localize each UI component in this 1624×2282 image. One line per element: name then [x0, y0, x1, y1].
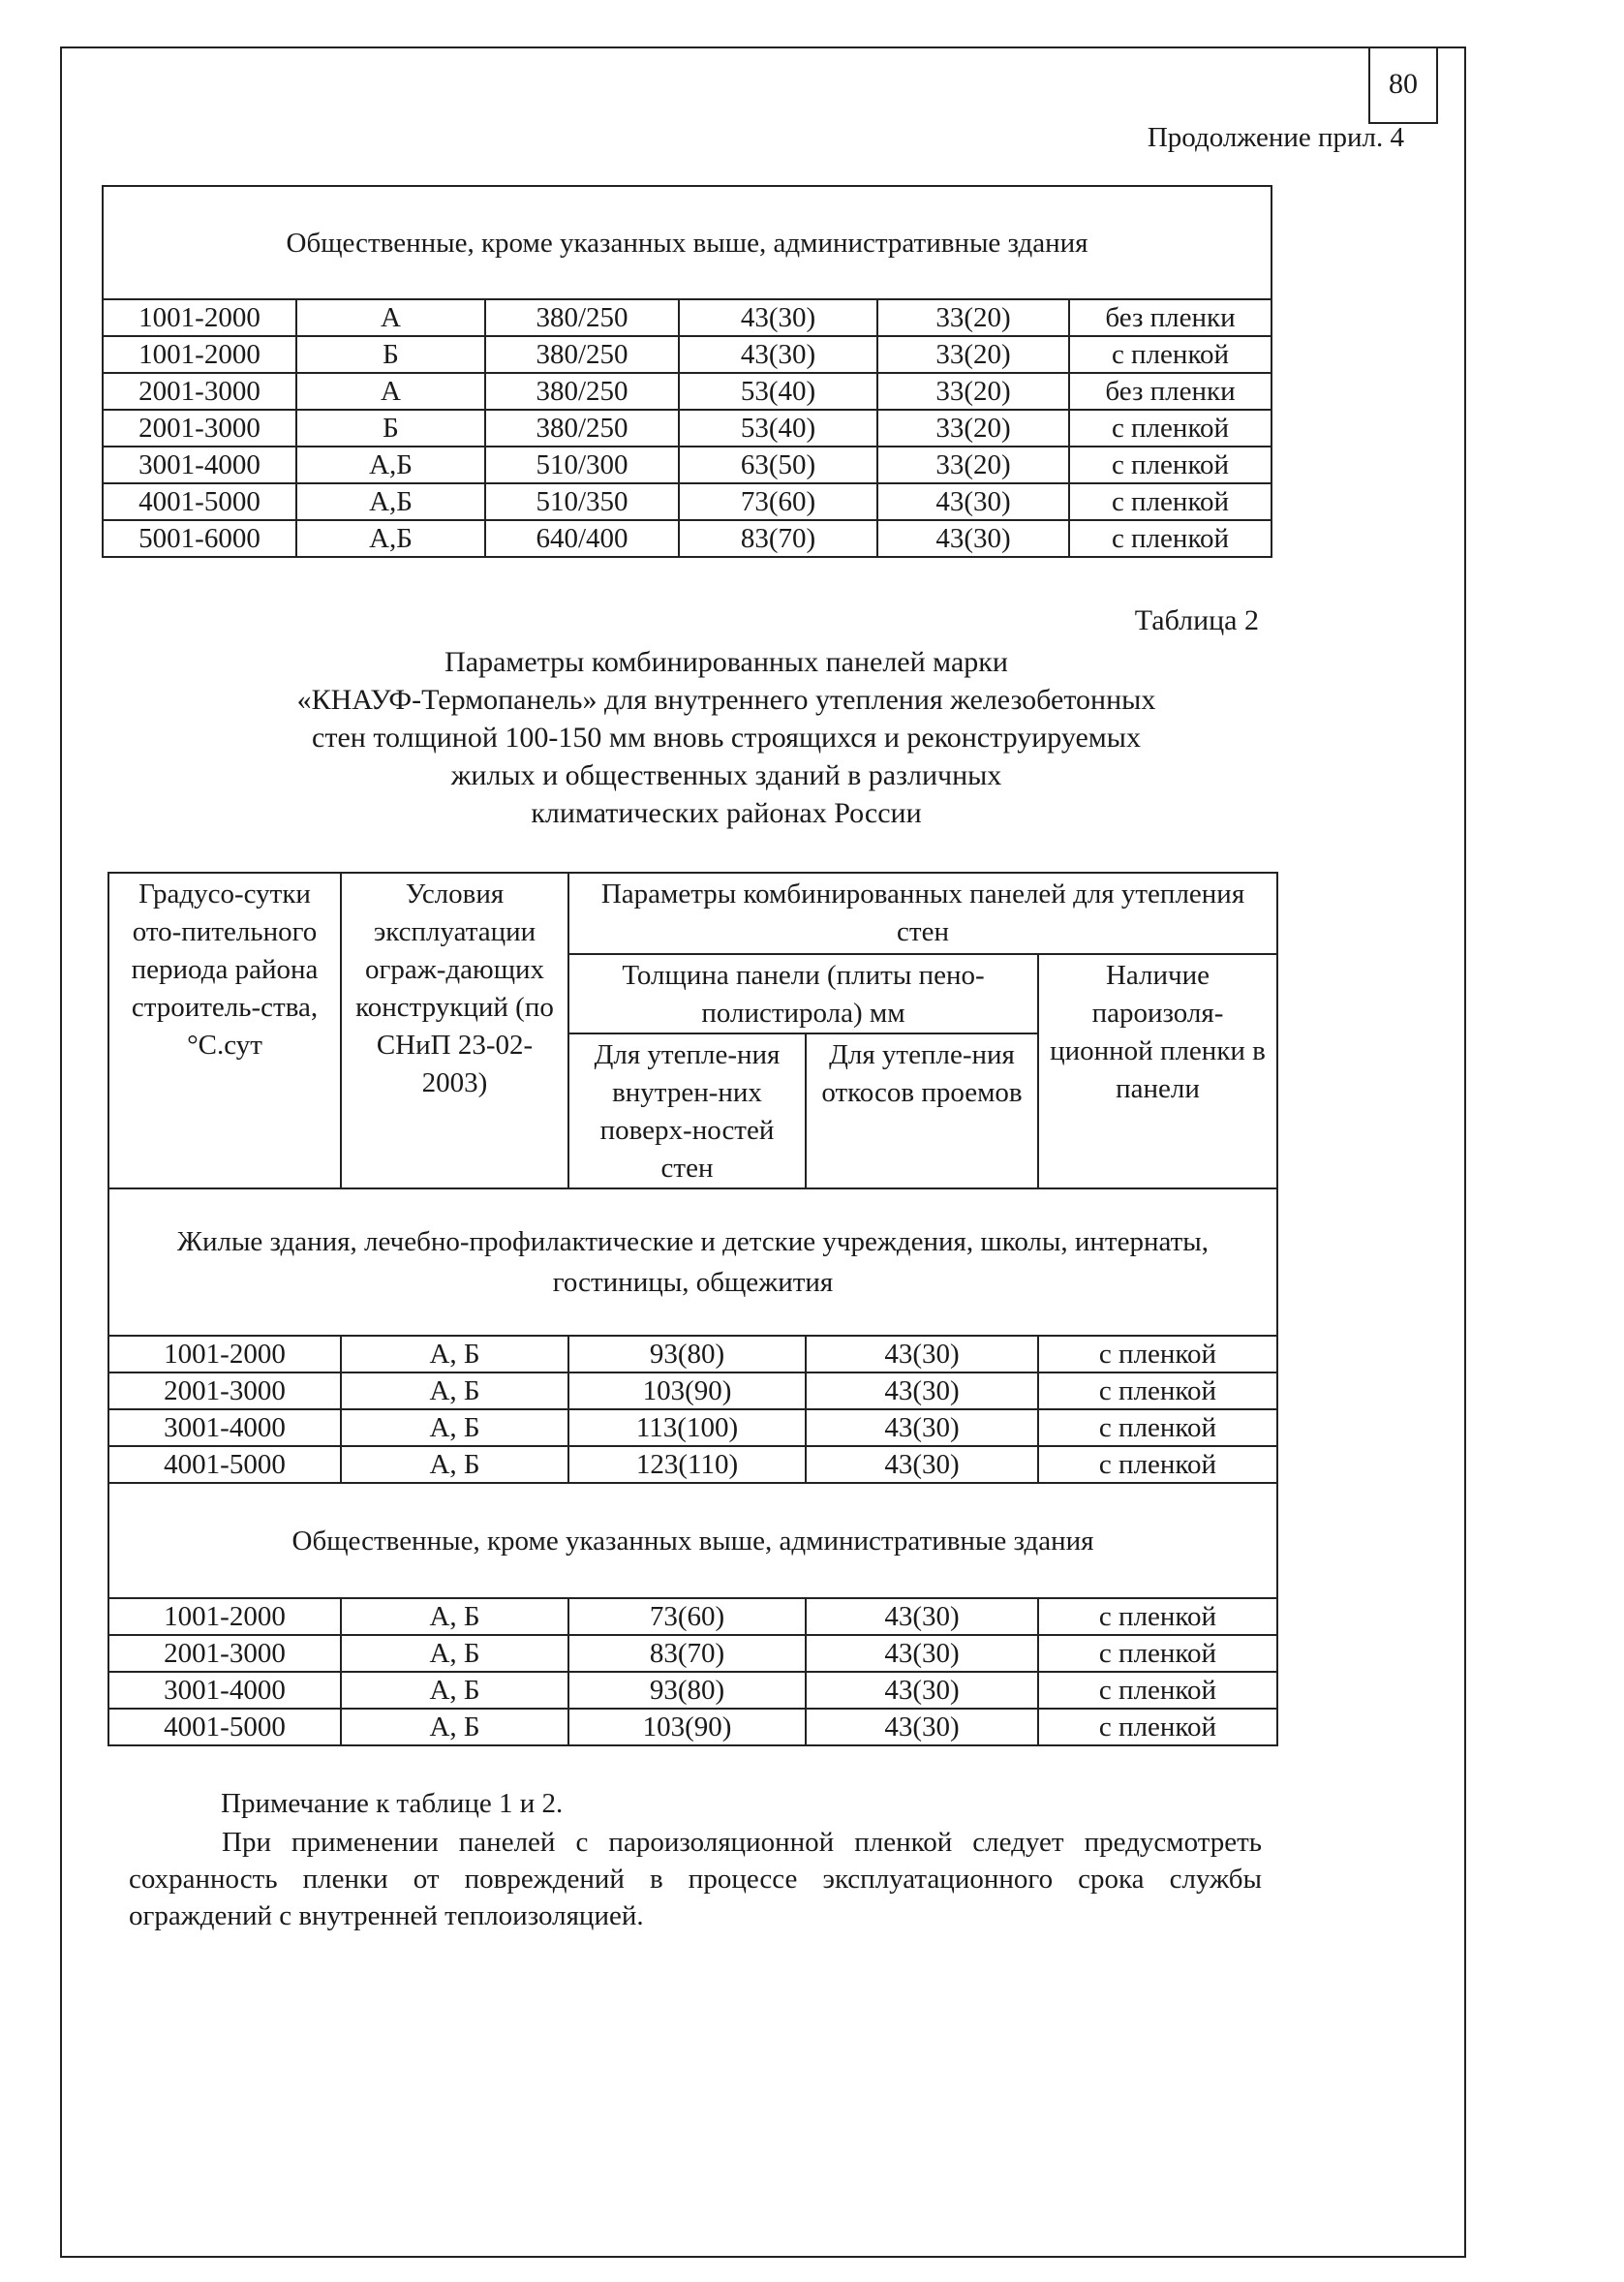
- table-2-section-row: [108, 1483, 1277, 1598]
- table-cell: 4001-5000: [108, 1446, 341, 1483]
- table-2-label: Таблица 2: [1134, 604, 1259, 636]
- table-cell: 73(60): [568, 1598, 806, 1635]
- table-cell: 43(30): [806, 1672, 1038, 1709]
- table-cell: 33(20): [877, 410, 1069, 447]
- table-cell: 380/250: [485, 410, 679, 447]
- table-2-title: [145, 643, 1307, 832]
- table-cell: А, Б: [341, 1409, 568, 1446]
- table-row: [108, 1336, 1277, 1372]
- table-row: [103, 520, 1272, 557]
- table-cell: 93(80): [568, 1672, 806, 1709]
- table-cell: 83(70): [568, 1635, 806, 1672]
- table-cell: 103(90): [568, 1372, 806, 1409]
- table-row: [108, 1598, 1277, 1635]
- header-thickness: Толщина панели (плиты пено-полистирола) мм: [568, 954, 1038, 1033]
- header-vapor-barrier: Наличие пароизоля-ционной пленки в панели: [1038, 954, 1277, 1188]
- table-cell: 103(90): [568, 1709, 806, 1745]
- table-cell: 43(30): [877, 483, 1069, 520]
- page-number: 80: [1368, 46, 1438, 124]
- table-cell: 640/400: [485, 520, 679, 557]
- table-cell: 43(30): [806, 1598, 1038, 1635]
- table-2-title-line: «КНАУФ-Термопанель» для внутреннего утепления железобетонных: [296, 684, 1156, 716]
- table-cell: с пленкой: [1038, 1709, 1277, 1745]
- table-row: [108, 1635, 1277, 1672]
- table-cell: 43(30): [806, 1336, 1038, 1372]
- table-cell: 33(20): [877, 299, 1069, 336]
- table-cell: 73(60): [679, 483, 877, 520]
- table-cell: 43(30): [679, 336, 877, 373]
- table-cell: с пленкой: [1038, 1336, 1277, 1372]
- table-cell: А, Б: [341, 1598, 568, 1635]
- table-cell: 3001-4000: [103, 447, 296, 483]
- table-row: [108, 1446, 1277, 1483]
- table-row: [108, 1409, 1277, 1446]
- table-cell: без пленки: [1069, 373, 1272, 410]
- table-cell: 53(40): [679, 373, 877, 410]
- table-1-section-row: [103, 186, 1272, 299]
- table-cell: с пленкой: [1038, 1598, 1277, 1635]
- table-cell: 53(40): [679, 410, 877, 447]
- table-cell: А, Б: [341, 1372, 568, 1409]
- table-cell: А, Б: [341, 1336, 568, 1372]
- table-cell: А,Б: [296, 520, 485, 557]
- table-cell: с пленкой: [1038, 1635, 1277, 1672]
- table-cell: с пленкой: [1069, 520, 1272, 557]
- table-cell: с пленкой: [1038, 1372, 1277, 1409]
- table-cell: без пленки: [1069, 299, 1272, 336]
- table-cell: с пленкой: [1038, 1672, 1277, 1709]
- table-cell: 4001-5000: [108, 1709, 341, 1745]
- table-cell: с пленкой: [1038, 1446, 1277, 1483]
- table-cell: 43(30): [806, 1446, 1038, 1483]
- table-cell: 3001-4000: [108, 1409, 341, 1446]
- table-2-section-row: [108, 1188, 1277, 1336]
- note-title: Примечание к таблице 1 и 2.: [221, 1788, 564, 1819]
- header-conditions: Условия эксплуатации ограж-дающих конструкций (по СНиП 23-02-2003): [341, 873, 568, 1188]
- table-cell: А, Б: [341, 1709, 568, 1745]
- table-cell: А: [296, 299, 485, 336]
- table-row: [103, 483, 1272, 520]
- table-cell: 33(20): [877, 336, 1069, 373]
- table-cell: 380/250: [485, 299, 679, 336]
- table-cell: 2001-3000: [108, 1372, 341, 1409]
- table-cell: 123(110): [568, 1446, 806, 1483]
- table-cell: 113(100): [568, 1409, 806, 1446]
- table-row: [108, 1372, 1277, 1409]
- table-cell: А, Б: [341, 1446, 568, 1483]
- table-cell: А,Б: [296, 483, 485, 520]
- table-row: [108, 1709, 1277, 1745]
- table-cell: с пленкой: [1069, 447, 1272, 483]
- table-cell: 2001-3000: [103, 373, 296, 410]
- table-1: [102, 185, 1272, 558]
- table-cell: 510/300: [485, 447, 679, 483]
- table-cell: 1001-2000: [103, 299, 296, 336]
- table-cell: 380/250: [485, 336, 679, 373]
- table-cell: 43(30): [679, 299, 877, 336]
- table-cell: 1001-2000: [108, 1598, 341, 1635]
- header-degree-days: Градусо-сутки ото-пительного периода района строитель-ства, °С.сут: [108, 873, 341, 1188]
- table-row: [103, 299, 1272, 336]
- table-2-header-row: [108, 873, 1277, 954]
- table-cell: 43(30): [806, 1372, 1038, 1409]
- table-cell: 63(50): [679, 447, 877, 483]
- table-cell: 93(80): [568, 1336, 806, 1372]
- table-cell: 2001-3000: [103, 410, 296, 447]
- table-cell: 83(70): [679, 520, 877, 557]
- table-cell: Б: [296, 336, 485, 373]
- table-cell: с пленкой: [1069, 483, 1272, 520]
- table-2-title-line: стен толщиной 100-150 мм вновь строящихся и реконструируемых: [312, 722, 1141, 754]
- table-cell: А: [296, 373, 485, 410]
- table-row: [103, 373, 1272, 410]
- table-cell: 43(30): [806, 1709, 1038, 1745]
- table-2: [107, 872, 1278, 1746]
- table-cell: 5001-6000: [103, 520, 296, 557]
- table-2-title-line: жилых и общественных зданий в различных: [450, 759, 1002, 791]
- table-cell: 3001-4000: [108, 1672, 341, 1709]
- header-inner-walls: Для утепле-ния внутрен-них поверх-ностей стен: [568, 1033, 806, 1188]
- continuation-label: Продолжение прил. 4: [1147, 122, 1404, 153]
- header-panel-params: Параметры комбинированных панелей для утепления стен: [568, 873, 1277, 954]
- table-cell: 33(20): [877, 447, 1069, 483]
- table-row: [103, 447, 1272, 483]
- table-cell: 1001-2000: [103, 336, 296, 373]
- table-cell: А, Б: [341, 1672, 568, 1709]
- table-row: [103, 336, 1272, 373]
- table-2-title-line: климатических районах России: [531, 797, 922, 829]
- table-cell: 33(20): [877, 373, 1069, 410]
- table-2-title-line: Параметры комбинированных панелей марки: [444, 646, 1008, 678]
- table-cell: 380/250: [485, 373, 679, 410]
- table-row: [108, 1672, 1277, 1709]
- table-cell: с пленкой: [1069, 410, 1272, 447]
- table-2-section-1-title: Жилые здания, лечебно-профилактические и детские учреждения, школы, интернаты, гостиницы, общежития: [108, 1188, 1277, 1336]
- table-2-section-2-title: Общественные, кроме указанных выше, административные здания: [108, 1483, 1277, 1598]
- table-cell: с пленкой: [1069, 336, 1272, 373]
- table-cell: 2001-3000: [108, 1635, 341, 1672]
- table-cell: 43(30): [877, 520, 1069, 557]
- table-1-section-title: Общественные, кроме указанных выше, административные здания: [103, 186, 1272, 299]
- table-cell: 43(30): [806, 1635, 1038, 1672]
- table-cell: 43(30): [806, 1409, 1038, 1446]
- table-row: [103, 410, 1272, 447]
- table-cell: 510/350: [485, 483, 679, 520]
- table-cell: с пленкой: [1038, 1409, 1277, 1446]
- table-cell: 4001-5000: [103, 483, 296, 520]
- note-text: При применении панелей с пароизоляционной пленкой следует предусмотреть сохранность пленки от повреждений в процессе эксплуатационного срока службы ограждений с внутренней теплоизоляцией.: [129, 1827, 1262, 1931]
- table-cell: А, Б: [341, 1635, 568, 1672]
- table-cell: А,Б: [296, 447, 485, 483]
- table-cell: 1001-2000: [108, 1336, 341, 1372]
- header-openings: Для утепле-ния откосов проемов: [806, 1033, 1038, 1188]
- table-cell: Б: [296, 410, 485, 447]
